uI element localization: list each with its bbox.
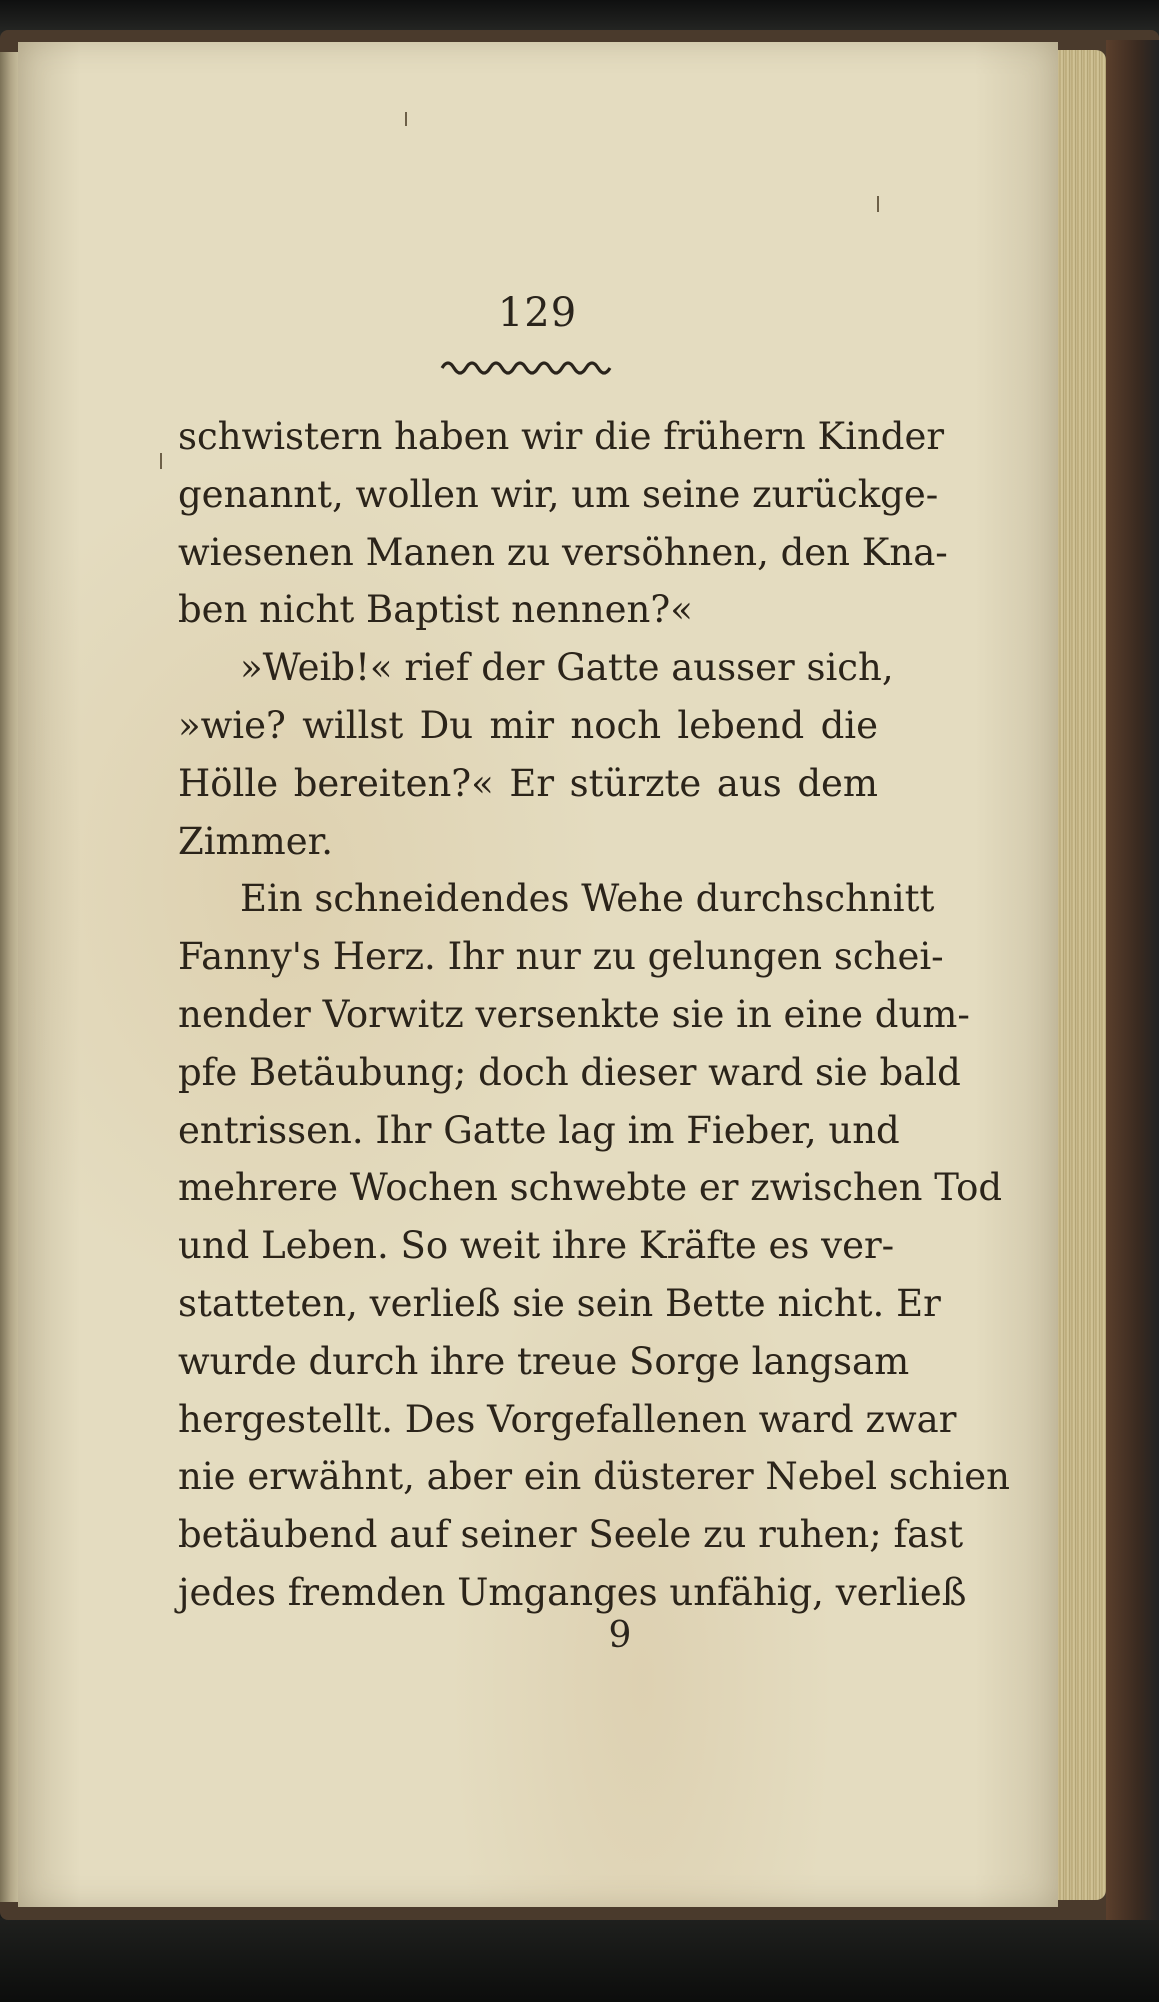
text-line: Fanny's Herz. Ihr nur zu gelungen schei- [178,935,944,979]
text-line: betäubend auf seiner Seele zu ruhen; fast [178,1513,964,1557]
text-line: nender Vorwitz versenkte sie in eine dum- [178,992,970,1036]
page-number: 129 [497,290,578,336]
margin-mark [160,453,162,469]
text-line: entrissen. Ihr Gatte lag im Fieber, und [178,1108,900,1152]
text-line: mehrere Wochen schwebte er zwischen Tod [178,1166,1003,1210]
text-line: ben nicht Baptist nennen?« [178,588,693,632]
binding-edge [1106,40,1159,1920]
text-line: wiesenen Manen zu versöhnen, den Kna- [178,530,948,574]
text-line: genannt, wollen wir, um seine zurückge- [178,472,939,516]
text-line: statteten, verließ sie sein Bette nicht. Er [178,1281,941,1325]
margin-mark [877,196,879,212]
text-line: Hölle bereiten?« Er stürzte aus dem [178,761,878,805]
text-line: schwistern haben wir die frühern Kinder [178,415,945,458]
text-line: Zimmer. [178,819,333,863]
text-line: nie erwähnt, aber ein düsterer Nebel schien [178,1455,1010,1499]
text-line: Ein schneidendes Wehe durchschnitt [240,877,935,921]
signature-mark: 9 [608,1615,632,1656]
margin-mark [405,112,407,126]
text-line: hergestellt. Des Vorgefallenen ward zwar [178,1397,957,1441]
text-line: wurde durch ihre treue Sorge langsam [178,1339,910,1383]
dark-backdrop-bottom [0,1918,1159,2002]
text-line: jedes fremden Umganges unfähig, verließ [178,1570,967,1614]
text-line: pfe Betäubung; doch dieser ward sie bald [178,1050,961,1094]
body-text [178,408,1010,1622]
text-line: »Weib!« rief der Gatte ausser sich, [240,646,894,690]
text-line: »wie? willst Du mir noch lebend die [178,703,878,747]
text-line: und Leben. So weit ihre Kräfte es ver- [178,1224,895,1268]
wavy-ornament-rule [440,354,620,376]
